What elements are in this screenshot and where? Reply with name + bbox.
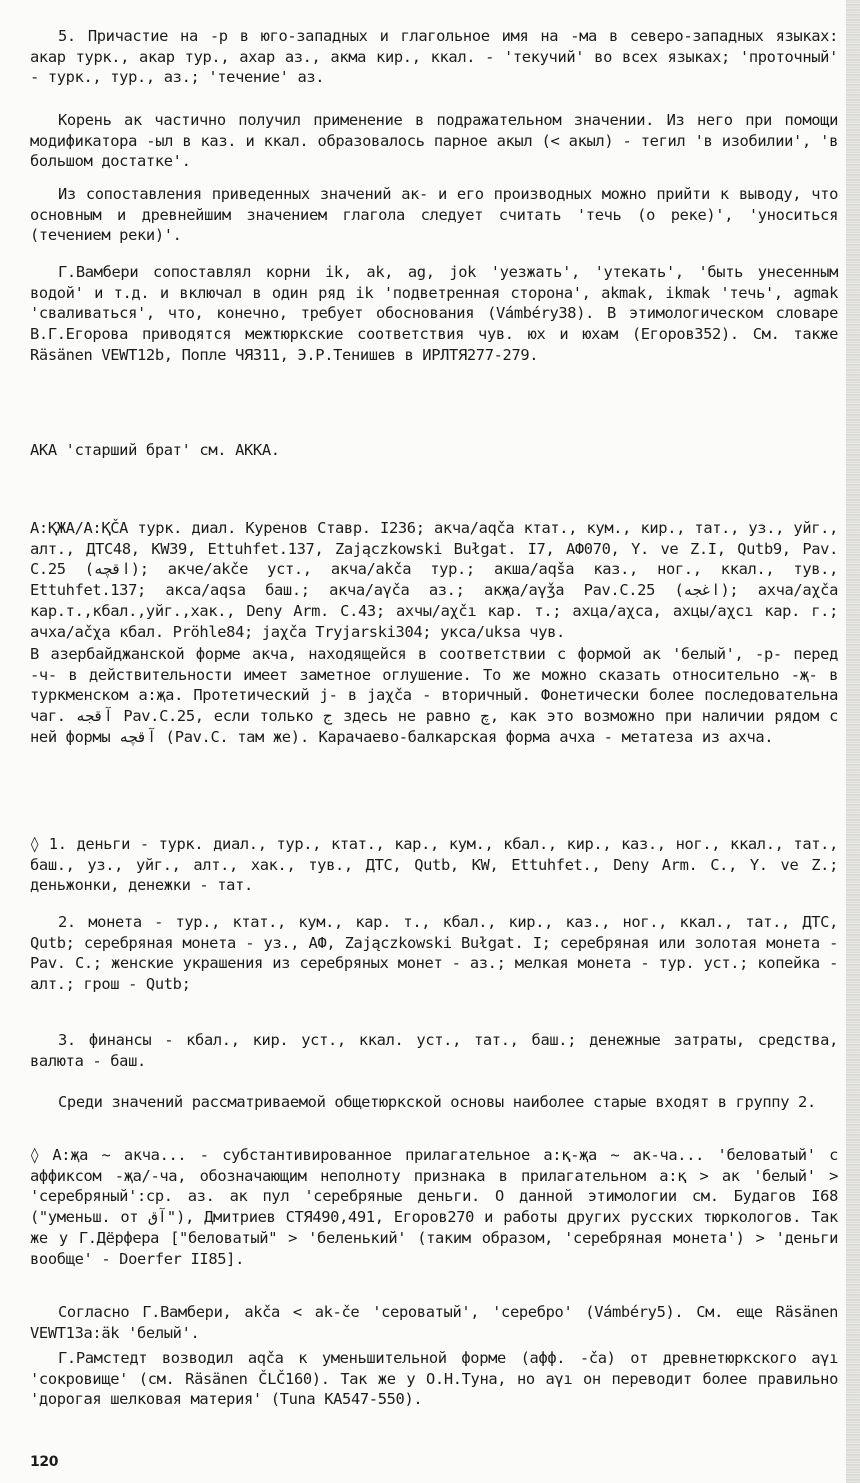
paragraph-oldest-meaning [30, 1092, 838, 1113]
paragraph-text: Г.Рамстедт возводил aqča к уменьшительной форме (афф. -ča) от древнетюркского aγı 'сокровище' (см. Räsänen ČLČ160). Так же у О.Н.Туна, но aγı он переводит более правильно 'дорогая шелковая материя' (Tuna KA547-550). [30, 1349, 838, 1409]
paragraph-vambery [30, 262, 838, 366]
paragraph-text: ◊ А:җа ~ акча... - субстантивированное прилагательное а:қ-җа ~ ак-ча... 'беловатый' с аффиксом -җа/-ча, обозначающим неполноту признака в прилагательном а:қ > ак 'белый' > 'серебряный':ср. аз. ак пул 'серебряные деньги. О данной этимологии см. Будагов I68 ("уменьш. от آق"), Дмитриев СТЯ490,491, Егоров270 и работы других русских тюркологов. Так же у Г.Дёрфера ["беловатый" > 'беленький' (таким образом, 'серебряная монета') > 'деньги вообще' - Doerfer II85]. [30, 1146, 838, 1268]
page-edge-scan [846, 0, 860, 1483]
entry-heading: АКА 'старший брат' см. АККА. [30, 441, 280, 459]
paragraph-root-ak [30, 110, 838, 172]
entry-forms: А:ҚЖА/А:ҚČА турк. диал. Куренов Ставр. I236; акча/aqča ктат., кум., кир., тат., уз., уйг., алт., ДТС48, KW39, Ettuhfet.137, Zajączkowski Bułgat. I7, АФ070, Y. ve Z.I, Qutb9, Pav. C.25 (اقچه); акче/akče уст., акча/akča тур.; акша/aqša каз., ног., ккал., тув., Ettuhfet.137; акса/aqsa баш.; акча/aγča аз.; акҗа/aγǯa Pav.C.25 (اغجه); ахча/aχča кар.т.,кбал.,уйг.,хак., Deny Arm. C.43; ахчы/aχčı кар. т.; ахца/aχca, ахцы/aχcı кар. г.; ачха/ačχa кбал. Pröhle84; jaχča Tryjarski304; укса/uksa чув. [30, 519, 838, 641]
meaning-2 [30, 912, 838, 995]
paragraph-azerbaijani [30, 644, 838, 748]
paragraph-conclusion [30, 184, 838, 246]
paragraph-text: Среди значений рассматриваемой общетюркской основы наиболее старые входят в группу 2. [58, 1093, 816, 1111]
paragraph-text: Корень ак частично получил применение в подражательном значении. Из него при помощи модификатора -ыл в каз. и ккал. образовалось парное акыл (< акыл) - тегил 'в изобилии', 'в большом достатке'. [30, 111, 838, 171]
entry-aqca [30, 518, 838, 642]
page-number: 120 [30, 1454, 59, 1470]
paragraph-ramstedt [30, 1348, 838, 1410]
paragraph-text: Г.Вамбери сопоставлял корни ik, ak, ag, jok 'уезжать', 'утекать', 'быть унесенным водой' и т.д. и включал в один ряд ik 'подветренная сторона', akmak, ikmak 'течь', agmak 'сваливаться', что, конечно, требует обоснования (Vámbéry38). В этимологическом словаре В.Г.Егорова приводятся межтюркские соответствия чув. юх и юхам (Егоров352). См. также Räsänen VEWT12b, Попле ЧЯ311, Э.Р.Тенишев в ИРЛТЯ277-279. [30, 263, 838, 364]
meaning-text: 2. монета - тур., ктат., кум., кар. т., кбал., кир., каз., ног., ккал., тат., ДТС, Qutb; серебряная монета - уз., АФ, Zajączkowski Bułgat. I; серебряная или золотая монета - Pav. C.; женские украшения из серебряных монет - аз.; мелкая монета - тур. уст.; копейка - алт.; грош - Qutb; [30, 913, 838, 994]
paragraph-participle [30, 26, 838, 88]
paragraph-text: Согласно Г.Вамбери, akča < ak-če 'сероватый', 'серебро' (Vámbéry5). См. еще Räsänen VEWT13a:äk 'белый'. [30, 1303, 838, 1342]
meaning-text: ◊ 1. деньги - турк. диал., тур., ктат., кар., кум., кбал., кир., каз., ног., ккал., тат., баш., уз., уйг., алт., хак., тув., ДТС, Qutb, KW, Ettuhfet., Deny Arm. C., Y. ve Z.; деньжонки, денежки - тат. [30, 835, 838, 895]
entry-aka [30, 440, 838, 461]
meaning-1 [30, 834, 838, 896]
meaning-3 [30, 1030, 838, 1071]
paragraph-text: 5. Причастие на -р в юго-западных и глагольное имя на -ма в северо-западных языках: акар турк., акар тур., ахар аз., акма кир., ккал. - 'текучий' во всех языках; 'проточный' - турк., тур., аз.; 'течение' аз. [30, 27, 838, 87]
meaning-text: 3. финансы - кбал., кир. уст., ккал. уст., тат., баш.; денежные затраты, средства, валюта - баш. [30, 1031, 838, 1070]
paragraph-text: Из сопоставления приведенных значений ак- и его производных можно прийти к выводу, что основным и древнейшим значением глагола следует считать 'течь (о реке)', 'уноситься (течением реки)'. [30, 185, 838, 245]
paragraph-vambery-akca [30, 1302, 838, 1343]
paragraph-etymology [30, 1145, 838, 1269]
paragraph-text: В азербайджанской форме акча, находящейся в соответствии с формой ак 'белый', -р- перед -ч- в действительности имеет заметное оглушение. То же можно сказать относительно -җ- в туркменском а:җа. Протетический j- в jaχča - вторичный. Фонетически более последовательна чаг. آقجه Pav.C.25, если только ج здесь не равно چ, как это возможно при наличии рядом с ней формы آقچه (Pav.C. там же). Карачаево-балкарская форма ачха - метатеза из ахча. [30, 645, 838, 746]
